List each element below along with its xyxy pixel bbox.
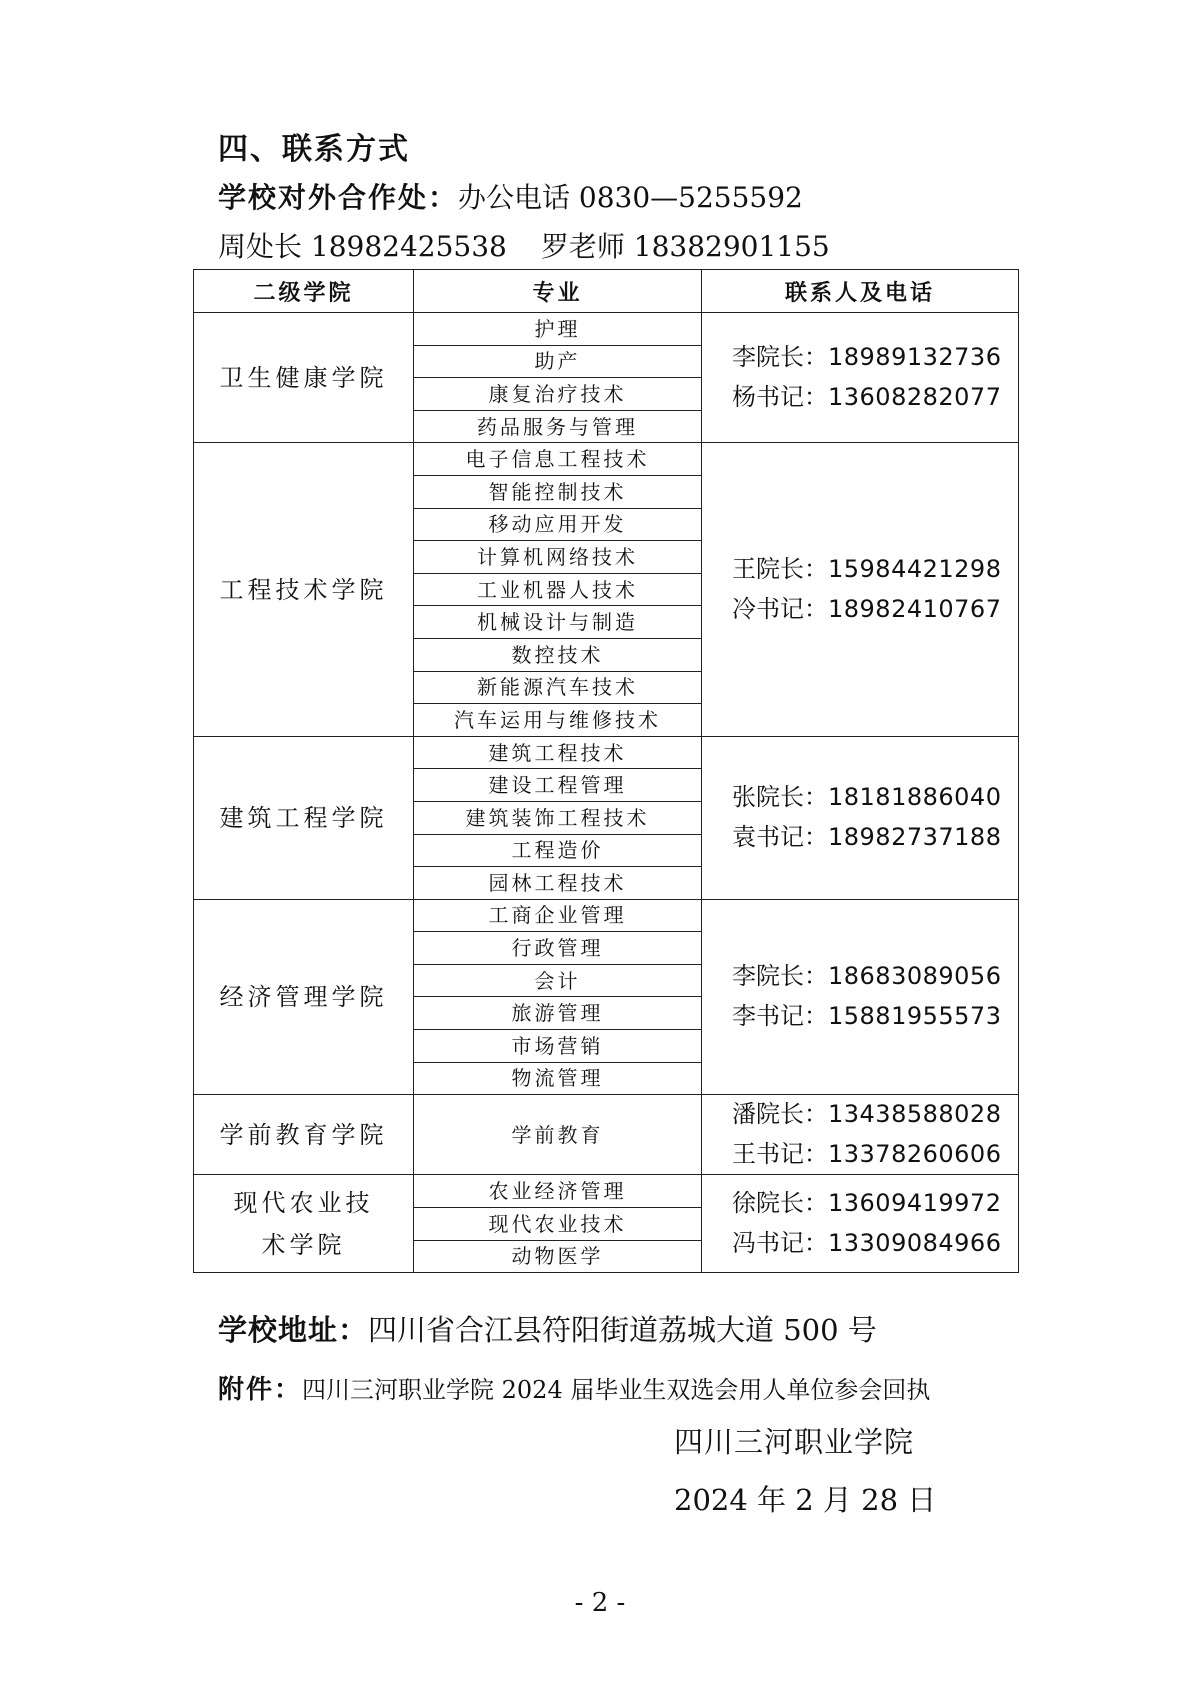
- table-row: [194, 736, 1019, 769]
- contact-role: 张院长：: [732, 783, 828, 812]
- contact-line: [732, 1095, 1018, 1135]
- contact-line: [732, 338, 1018, 378]
- contact-phone: 18989132736: [828, 343, 1002, 372]
- office-phone: 办公电话 0830—5255592: [458, 181, 803, 214]
- office-line: [218, 176, 803, 216]
- office-contacts-line: [218, 225, 830, 265]
- major-cell: 工业机器人技术: [414, 573, 702, 606]
- contact-role: 冯书记：: [732, 1228, 828, 1257]
- page-number: - 2 -: [574, 1588, 626, 1618]
- college-cell: [194, 899, 414, 1095]
- major-cell: 电子信息工程技术: [414, 443, 702, 476]
- major-cell: 农业经济管理: [414, 1175, 702, 1208]
- major-cell: 工程造价: [414, 834, 702, 867]
- major-cell: 现代农业技术: [414, 1208, 702, 1241]
- contact-role: 李院长：: [732, 343, 828, 372]
- major-cell: 康复治疗技术: [414, 378, 702, 411]
- college-cell: [194, 443, 414, 736]
- contact-cell: [702, 736, 1019, 899]
- major-cell: 园林工程技术: [414, 867, 702, 900]
- contact-role: 潘院长：: [732, 1100, 828, 1129]
- major-cell: 行政管理: [414, 932, 702, 965]
- major-cell: 移动应用开发: [414, 508, 702, 541]
- contact-line: [732, 378, 1018, 418]
- college-cell: [194, 1095, 414, 1175]
- contact-phone: 15881955573: [828, 1001, 1002, 1030]
- contact-phone: 13309084966: [828, 1228, 1002, 1257]
- major-cell: 机械设计与制造: [414, 606, 702, 639]
- header-contact: 联系人及电话: [702, 270, 1019, 313]
- contact-line: [732, 1135, 1018, 1175]
- section-heading: 四、联系方式: [218, 132, 410, 167]
- major-cell: 汽车运用与维修技术: [414, 704, 702, 737]
- college-cell: [194, 1175, 414, 1273]
- college-name: 经济管理学院: [219, 982, 388, 1011]
- major-cell: 数控技术: [414, 638, 702, 671]
- document-date: 2024 年 2 月 28 日: [674, 1483, 937, 1517]
- contact-cell: [702, 443, 1019, 736]
- major-cell: 建筑装饰工程技术: [414, 801, 702, 834]
- contact-role: 李书记：: [732, 1001, 828, 1030]
- major-cell: 计算机网络技术: [414, 541, 702, 574]
- major-cell: 物流管理: [414, 1062, 702, 1095]
- signature: 四川三河职业学院: [674, 1425, 915, 1459]
- major-cell: 旅游管理: [414, 997, 702, 1030]
- major-cell: 智能控制技术: [414, 475, 702, 508]
- contact-role: 李院长：: [732, 962, 828, 991]
- contact-role: 王院长：: [732, 554, 828, 583]
- attachment-label: 附件：: [218, 1375, 303, 1405]
- contact-role: 袁书记：: [732, 822, 828, 851]
- major-cell: 工商企业管理: [414, 899, 702, 932]
- contact-role: 冷书记：: [732, 594, 828, 623]
- contact-phone: 13438588028: [828, 1100, 1002, 1129]
- major-cell: 药品服务与管理: [414, 410, 702, 443]
- contact-cell: [702, 1095, 1019, 1175]
- header-major: 专业: [414, 270, 702, 313]
- header-college: 二级学院: [194, 270, 414, 313]
- college-name: 工程技术学院: [219, 575, 388, 604]
- contact-line: [732, 997, 1018, 1037]
- major-cell: 动物医学: [414, 1240, 702, 1273]
- contact-table: [193, 269, 1019, 1273]
- major-cell: 护理: [414, 313, 702, 346]
- contact-line: [732, 957, 1018, 997]
- major-cell: 建设工程管理: [414, 769, 702, 802]
- contact-cell: [702, 1175, 1019, 1273]
- contact-phone: 18181886040: [828, 783, 1002, 812]
- contact-line: [732, 1224, 1018, 1264]
- contact-role: 徐院长：: [732, 1189, 828, 1218]
- college-name: 学前教育学院: [219, 1120, 388, 1149]
- contact-phone: 13608282077: [828, 382, 1002, 411]
- major-cell: 会计: [414, 964, 702, 997]
- major-cell: 市场营销: [414, 1030, 702, 1063]
- major-cell: 新能源汽车技术: [414, 671, 702, 704]
- table-row: [194, 443, 1019, 476]
- table-row: [194, 1095, 1019, 1175]
- contact-phone: 13378260606: [828, 1139, 1002, 1168]
- contact-line: [732, 778, 1018, 818]
- major-cell: 学前教育: [414, 1095, 702, 1175]
- contact-role: 杨书记：: [732, 382, 828, 411]
- contact-line: [732, 1184, 1018, 1224]
- contact-line: [732, 550, 1018, 590]
- table-row: [194, 899, 1019, 932]
- table-header-row: [194, 270, 1019, 313]
- major-cell: 助产: [414, 345, 702, 378]
- table-row: [194, 313, 1019, 346]
- table-row: [194, 1175, 1019, 1208]
- address-value: 四川省合江县符阳街道荔城大道 500 号: [368, 1313, 877, 1347]
- college-name: 卫生健康学院: [219, 363, 388, 392]
- contact-phone: 18683089056: [828, 962, 1002, 991]
- contact-line: [732, 818, 1018, 858]
- school-address: [218, 1308, 877, 1349]
- major-cell: 建筑工程技术: [414, 736, 702, 769]
- college-cell: [194, 313, 414, 443]
- contact-phone: 13609419972: [828, 1189, 1002, 1218]
- contact-cell: [702, 313, 1019, 443]
- college-name: 建筑工程学院: [219, 803, 388, 832]
- contact-role: 王书记：: [732, 1139, 828, 1168]
- attachment-value: 四川三河职业学院 2024 届毕业生双选会用人单位参会回执: [302, 1376, 931, 1404]
- college-name: 现代农业技术学院: [233, 1188, 374, 1259]
- college-cell: [194, 736, 414, 899]
- office-label: 学校对外合作处：: [218, 181, 459, 214]
- office-contact-first: 周处长 18982425538: [218, 230, 507, 263]
- address-label: 学校地址：: [218, 1313, 369, 1347]
- attachment-line: [218, 1369, 930, 1406]
- contact-phone: 18982737188: [828, 822, 1002, 851]
- contact-line: [732, 590, 1018, 630]
- office-contact-second: 罗老师 18382901155: [540, 230, 830, 263]
- contact-phone: 15984421298: [828, 554, 1002, 583]
- contact-cell: [702, 899, 1019, 1095]
- contact-phone: 18982410767: [828, 594, 1002, 623]
